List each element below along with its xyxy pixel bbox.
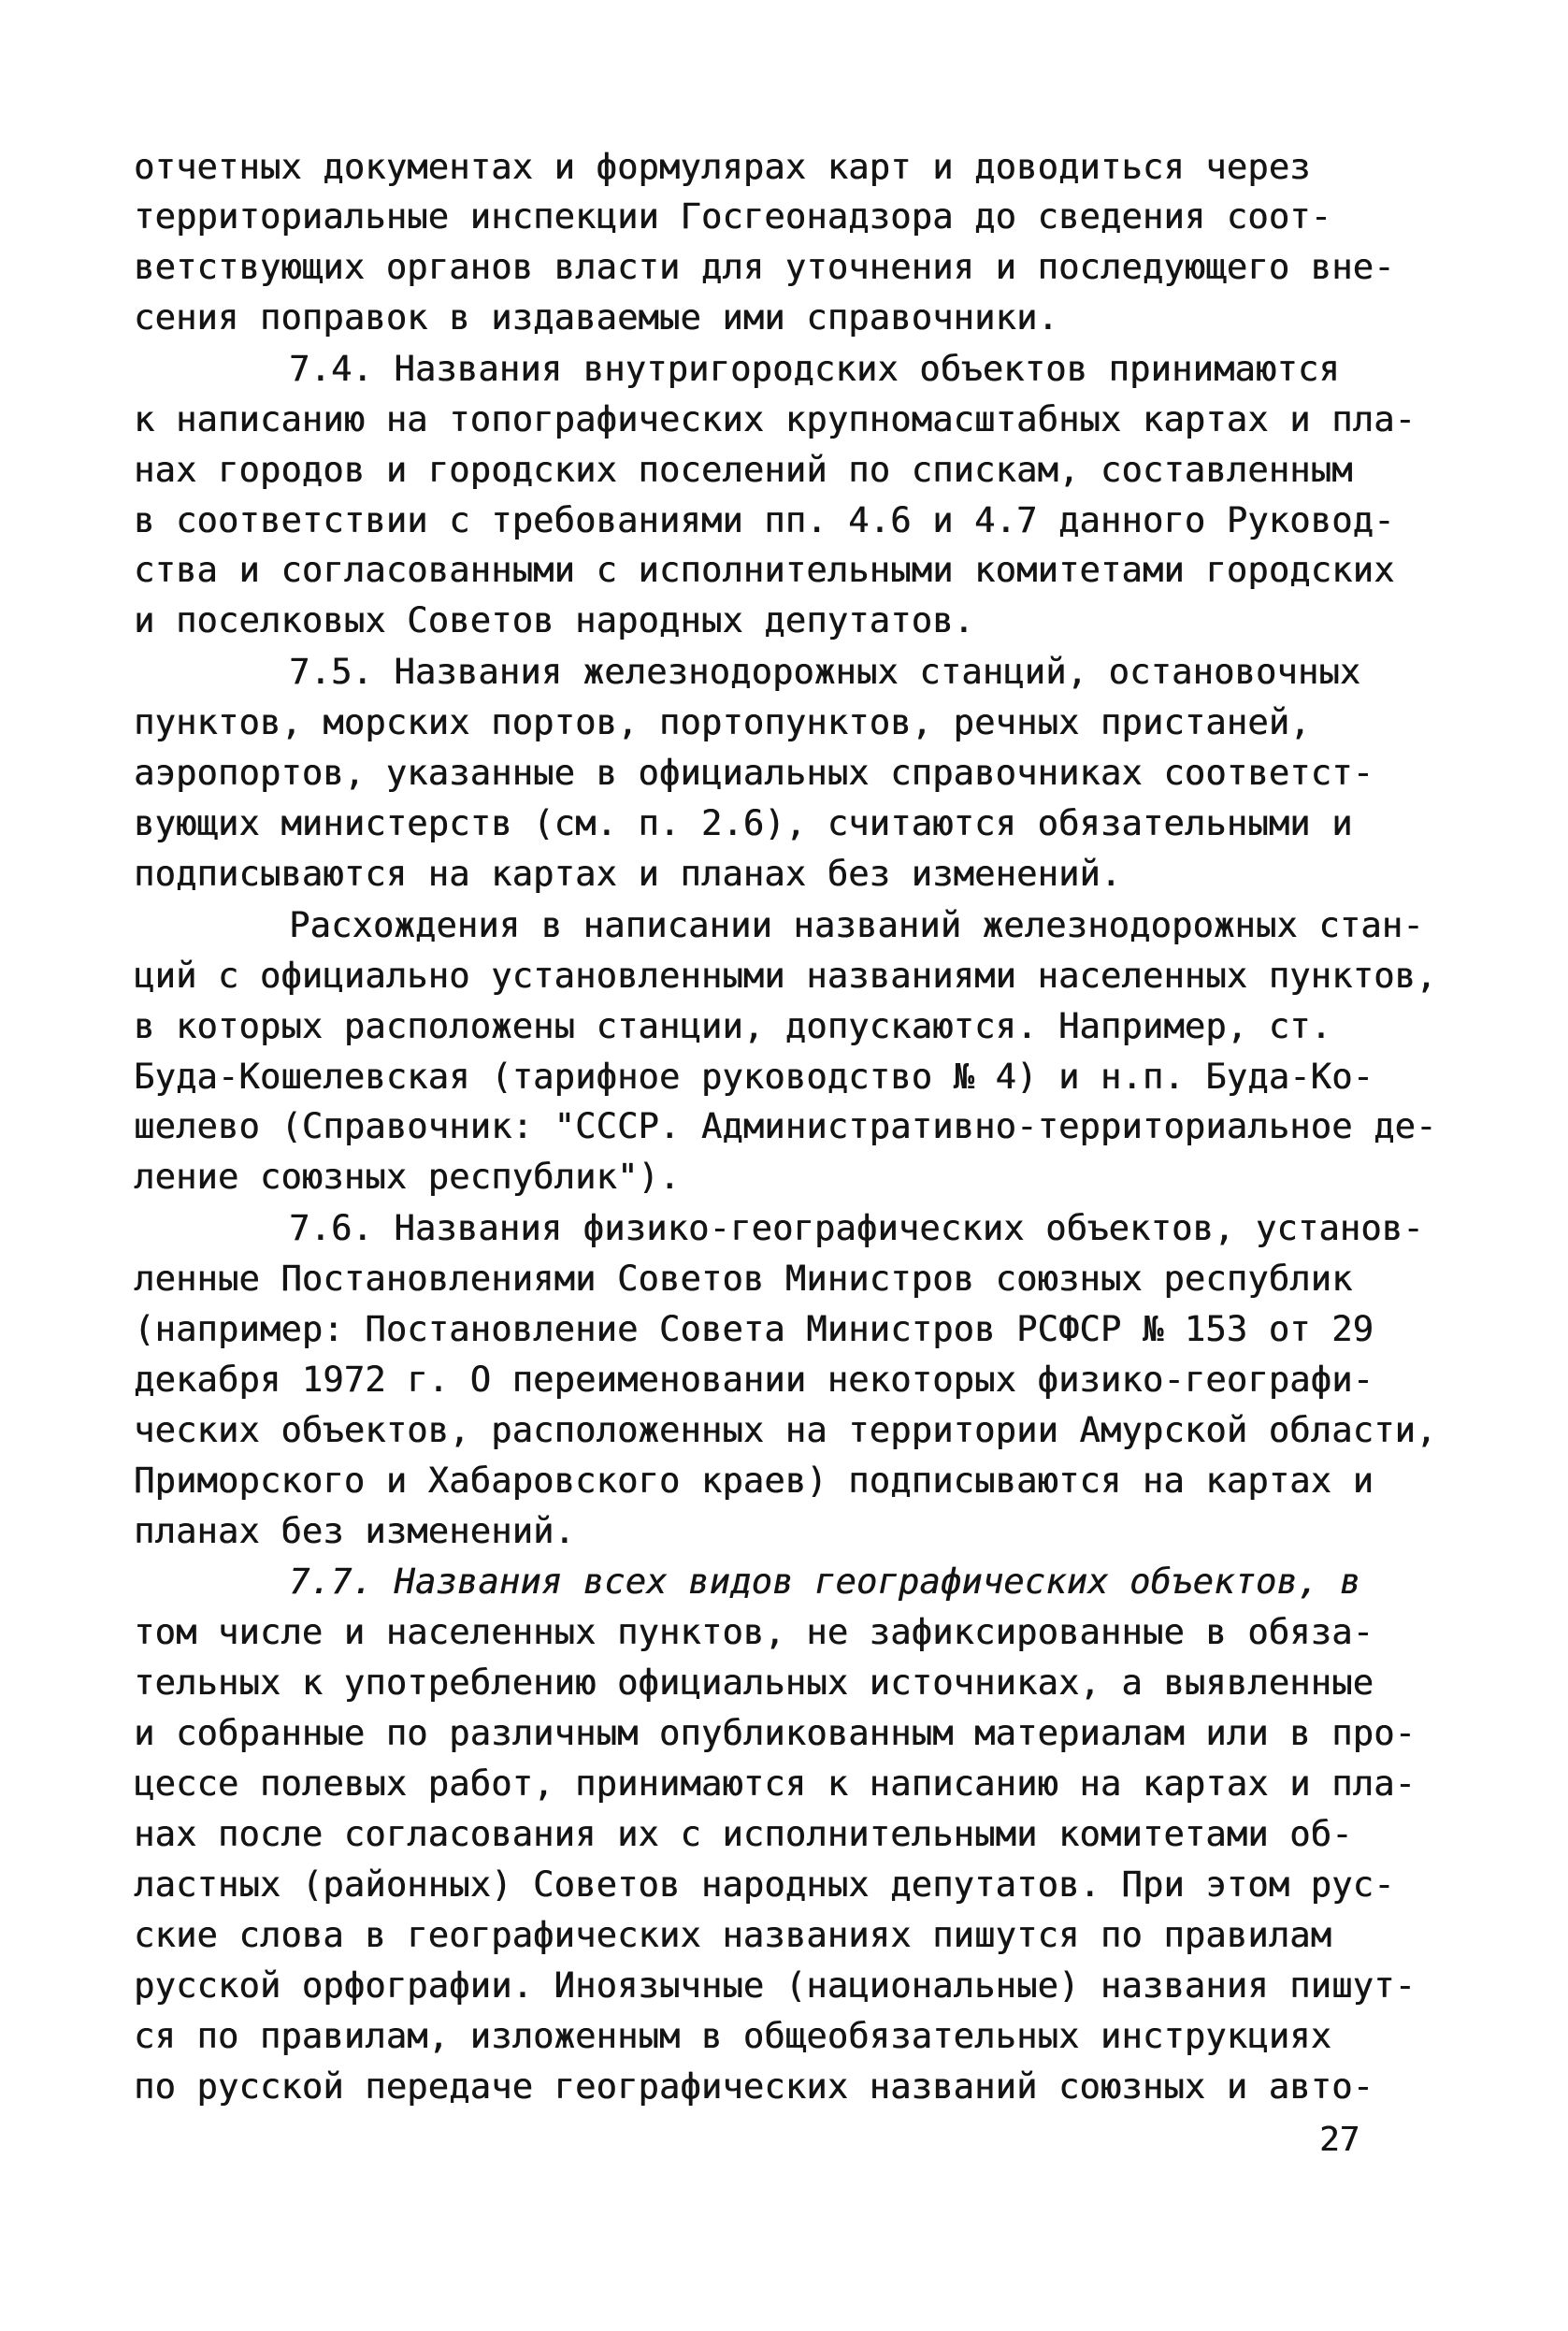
- text-line: аэропортов, указанные в официальных справочниках соответст-: [134, 753, 1374, 793]
- text-line: ластных (районных) Советов народных депутатов. При этом рус-: [134, 1864, 1395, 1905]
- text-line: по русской передаче географических названий союзных и авто-: [134, 2066, 1374, 2107]
- text-line: русской орфографии. Иноязычные (национальные) названия пишут-: [134, 1965, 1417, 2006]
- text-line: ций с официально установленными названиями населенных пунктов,: [134, 956, 1437, 996]
- text-line: декабря 1972 г. О переименовании некоторых физико-географи-: [134, 1360, 1374, 1400]
- text-line: (например: Постановление Совета Министров РСФСР № 153 от 29: [134, 1309, 1374, 1349]
- text-line: территориальные инспекции Госгеонадзора до сведения соот-: [134, 196, 1332, 237]
- paragraph-start: Расхождения в написании названий железнодорожных стан-: [289, 905, 1424, 945]
- text-line: цессе полевых работ, принимаются к написанию на картах и пла-: [134, 1763, 1417, 1804]
- text-line: ветствующих органов власти для уточнения и последующего вне-: [134, 247, 1395, 287]
- text-line: ские слова в географических названиях пишутся по правилам: [134, 1915, 1332, 1955]
- text-line: планах без изменений.: [134, 1511, 575, 1551]
- text-line: и поселковых Советов народных депутатов.: [134, 600, 975, 640]
- text-line: пунктов, морских портов, портопунктов, речных пристаней,: [134, 702, 1311, 742]
- text-line: Буда-Кошелевская (тарифное руководство № 4) и н.п. Буда-Ко-: [134, 1057, 1374, 1097]
- text-line: ся по правилам, изложенным в общеобязательных инструкциях: [134, 2016, 1332, 2056]
- text-line: и собранные по различным опубликованным материалам или в про-: [134, 1713, 1417, 1753]
- text-line: вующих министерств (см. п. 2.6), считаются обязательными и: [134, 803, 1353, 843]
- text-line: ческих объектов, расположенных на территории Амурской области,: [134, 1410, 1437, 1450]
- text-line: Приморского и Хабаровского краев) подписываются на картах и: [134, 1460, 1374, 1501]
- text-line: шелево (Справочник: "СССР. Административно-территориальное де-: [134, 1106, 1437, 1146]
- text-line: ства и согласованными с исполнительными комитетами городских: [134, 550, 1395, 590]
- text-line: сения поправок в издаваемые ими справочники.: [134, 297, 1058, 338]
- paragraph-heading-7-4: 7.4. Названия внутригородских объектов принимаются: [289, 349, 1340, 389]
- text-line: ленные Постановлениями Советов Министров союзных республик: [134, 1259, 1353, 1299]
- paragraph-heading-7-5: 7.5. Названия железнодорожных станций, остановочных: [289, 652, 1361, 692]
- paragraph-heading-7-7: 7.7. Названия всех видов географических объектов, в: [289, 1561, 1361, 1602]
- text-line: отчетных документах и формулярах карт и доводиться через: [134, 147, 1311, 187]
- text-line: в которых расположены станции, допускаются. Например, ст.: [134, 1006, 1332, 1046]
- text-line: ление союзных республик").: [134, 1157, 681, 1197]
- text-line: нах городов и городских поселений по спискам, составленным: [134, 450, 1353, 490]
- paragraph-heading-7-6: 7.6. Названия физико-географических объектов, установ-: [289, 1208, 1424, 1248]
- text-line: тельных к употреблению официальных источниках, а выявленные: [134, 1662, 1374, 1703]
- text-line: нах после согласования их с исполнительными комитетами об-: [134, 1814, 1353, 1854]
- text-line: в соответствии с требованиями пп. 4.6 и 4.7 данного Руковод-: [134, 500, 1395, 540]
- text-line: подписываются на картах и планах без изменений.: [134, 854, 1122, 894]
- page-number: 27: [1319, 2121, 1360, 2159]
- text-line: к написанию на топографических крупномасштабных картах и пла-: [134, 399, 1417, 439]
- text-line: том числе и населенных пунктов, не зафиксированные в обяза-: [134, 1612, 1374, 1652]
